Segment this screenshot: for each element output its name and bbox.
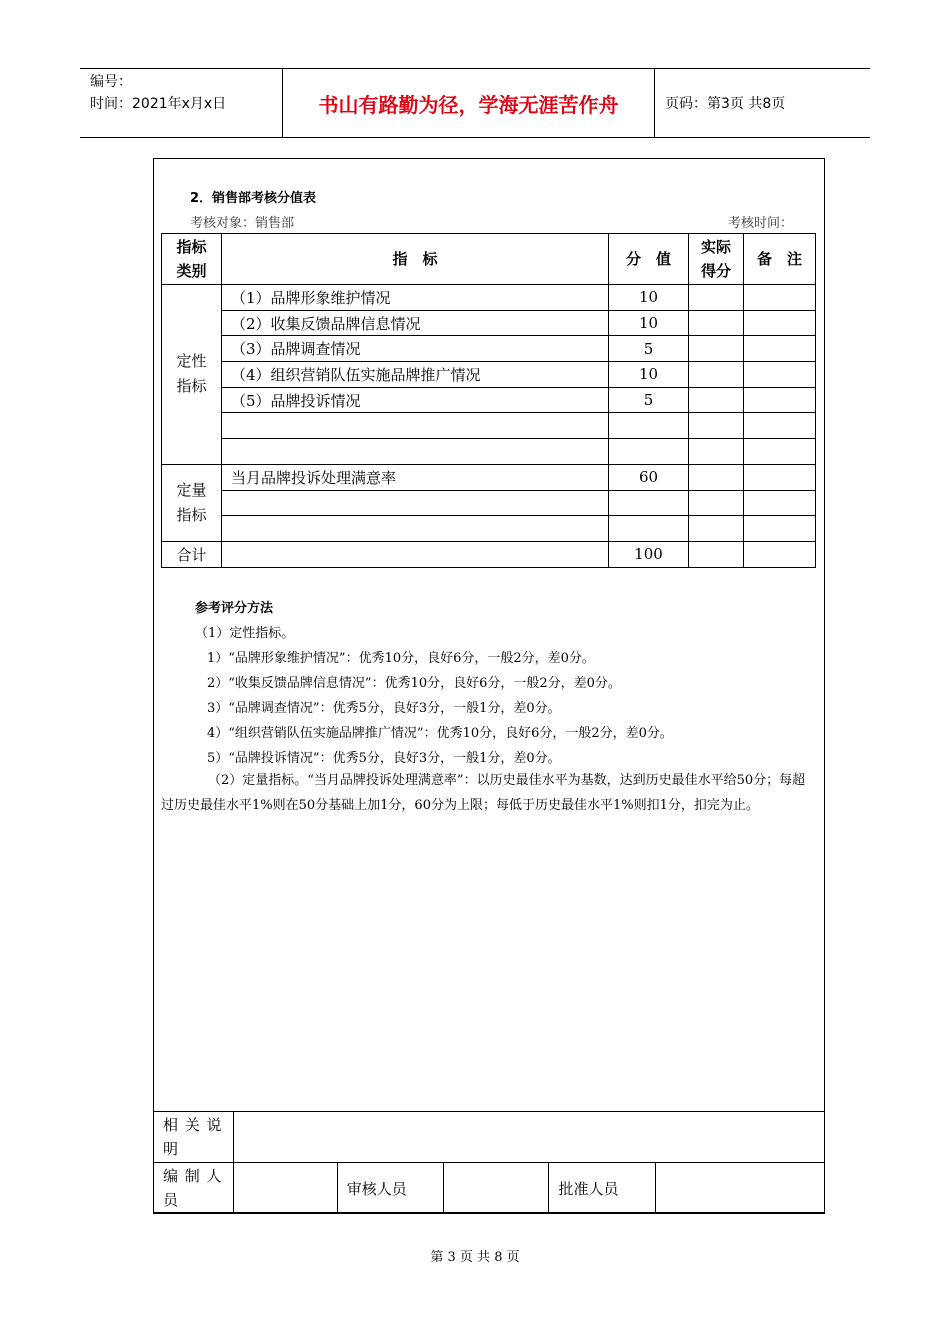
note-cell	[744, 310, 816, 336]
indicator-score: 10	[609, 285, 689, 311]
method-item: 4）“组织营销队伍实施品牌推广情况”：优秀10分，良好6分，一般2分，差0分。	[207, 726, 673, 741]
header-motto: 书山有路勤为径，学海无涯苦作舟	[282, 69, 655, 137]
actual-score-cell	[689, 413, 744, 439]
category-quantitative: 定量指标	[162, 464, 222, 541]
method-quantitative-paragraph: （2）定量指标。“当月品牌投诉处理满意率”：以历史最佳水平为基数，达到历史最佳水平给50分；每超过历史最佳水平1%则在50分基础上加1分，60分为上限；每低于历史最佳水平1%则扣1分，扣完为止。	[161, 773, 806, 813]
doc-number-label: 编号：	[90, 74, 132, 90]
indicator-name: （1）品牌形象维护情况	[222, 285, 609, 311]
actual-score-cell	[689, 387, 744, 413]
note-cell	[744, 439, 816, 465]
signoff-row	[154, 1163, 825, 1214]
related-notes-value	[233, 1112, 824, 1163]
table-row	[162, 362, 816, 388]
indicator-name	[222, 490, 609, 516]
note-cell	[744, 413, 816, 439]
indicator-score: 5	[609, 387, 689, 413]
table-row	[162, 310, 816, 336]
note-cell	[744, 516, 816, 542]
total-indicator-cell	[222, 541, 609, 567]
actual-score-cell	[689, 516, 744, 542]
actual-score-cell	[689, 439, 744, 465]
note-cell	[744, 490, 816, 516]
header-score: 分 值	[609, 234, 689, 285]
note-cell	[744, 362, 816, 388]
actual-score-cell	[689, 362, 744, 388]
table-row	[162, 490, 816, 516]
note-cell	[744, 285, 816, 311]
indicator-score: 60	[609, 464, 689, 490]
indicator-score	[609, 439, 689, 465]
method-title: 参考评分方法	[195, 601, 274, 616]
header-indicator: 指 标	[222, 234, 609, 285]
table-row	[162, 387, 816, 413]
indicator-name	[222, 413, 609, 439]
signoff-table	[153, 1111, 825, 1214]
indicator-score	[609, 490, 689, 516]
header-page-number: 页码：第3页 共8页	[665, 96, 786, 112]
table-row	[162, 439, 816, 465]
reviewer-value	[443, 1163, 549, 1214]
table-row	[162, 413, 816, 439]
indicator-score	[609, 413, 689, 439]
actual-score-cell	[689, 541, 744, 567]
actual-score-cell	[689, 490, 744, 516]
header-meta	[80, 69, 282, 137]
header-actual-score: 实际得分	[689, 234, 744, 285]
total-label: 合计	[162, 541, 222, 567]
method-qualitative-heading: （1）定性指标。	[195, 626, 295, 641]
approver-value	[656, 1163, 825, 1214]
method-item: 3）“品牌调查情况”：优秀5分，良好3分，一般1分，差0分。	[207, 701, 561, 716]
method-item: 2）“收集反馈品牌信息情况”：优秀10分，良好6分，一般2分，差0分。	[207, 676, 621, 691]
method-item: 1）“品牌形象维护情况”：优秀10分，良好6分，一般2分，差0分。	[207, 651, 595, 666]
editor-label: 编 制 人员	[154, 1163, 234, 1214]
indicator-name: （2）收集反馈品牌信息情况	[222, 310, 609, 336]
actual-score-cell	[689, 464, 744, 490]
indicator-name	[222, 516, 609, 542]
method-item: 5）“品牌投诉情况”：优秀5分，良好3分，一般1分，差0分。	[207, 751, 561, 766]
actual-score-cell	[689, 285, 744, 311]
total-score: 100	[609, 541, 689, 567]
header-note: 备 注	[744, 234, 816, 285]
category-qualitative: 定性指标	[162, 285, 222, 465]
indicator-score: 10	[609, 310, 689, 336]
table-header-row	[162, 234, 816, 285]
indicator-score: 5	[609, 336, 689, 362]
actual-score-cell	[689, 336, 744, 362]
assessment-target: 考核对象：销售部	[190, 216, 295, 231]
indicator-score: 10	[609, 362, 689, 388]
table-row	[162, 464, 816, 490]
indicator-name: （5）品牌投诉情况	[222, 387, 609, 413]
indicator-name: 当月品牌投诉处理满意率	[222, 464, 609, 490]
note-cell	[744, 464, 816, 490]
actual-score-cell	[689, 310, 744, 336]
score-table	[161, 233, 816, 568]
indicator-name: （3）品牌调查情况	[222, 336, 609, 362]
assessment-time: 考核时间：	[728, 216, 794, 231]
page-footer: 第 3 页 共 8 页	[430, 1250, 520, 1265]
reviewer-label: 审核人员	[337, 1163, 443, 1214]
editor-value	[233, 1163, 337, 1214]
total-row	[162, 541, 816, 567]
indicator-name: （4）组织营销队伍实施品牌推广情况	[222, 362, 609, 388]
page-header	[80, 68, 870, 138]
related-notes-row	[154, 1112, 825, 1163]
related-notes-label: 相 关 说明	[154, 1112, 234, 1163]
doc-time-label: 时间：2021年x月x日	[90, 96, 227, 112]
table-row	[162, 336, 816, 362]
note-cell	[744, 336, 816, 362]
section-title: 2．销售部考核分值表	[190, 191, 317, 206]
note-cell	[744, 541, 816, 567]
table-row	[162, 285, 816, 311]
indicator-score	[609, 516, 689, 542]
header-category: 指标类别	[162, 234, 222, 285]
approver-label: 批准人员	[549, 1163, 656, 1214]
indicator-name	[222, 439, 609, 465]
note-cell	[744, 387, 816, 413]
table-row	[162, 516, 816, 542]
